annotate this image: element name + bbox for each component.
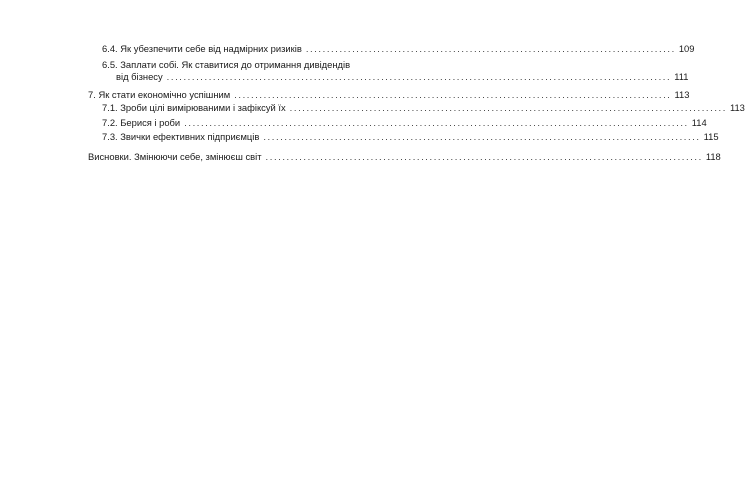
toc-entry [88,151,721,163]
toc-entry-number: 7. [88,89,96,100]
dot-leader: ........................................................................................................ [289,102,727,113]
toc-entry-number: 7.1. [102,102,118,113]
toc-entry-title: Як убезпечити себе від надмірних ризиків [120,43,302,54]
toc-entry [88,59,689,83]
toc-entry-page: 115 [703,131,719,142]
toc-entry-page: 109 [678,43,695,54]
toc-entry-page: 118 [705,151,721,162]
dot-leader: ........................................................................................................................ [166,71,672,82]
toc-entry-number: 6.4. [102,43,118,54]
toc-entry-number: 7.3. [102,131,118,142]
toc-entry [88,131,719,143]
toc-entry-page: 113 [729,102,745,113]
toc-entry-page: 111 [674,71,689,82]
toc-entry-page: 113 [674,89,690,100]
toc-entry-title: Висновки. Змінюючи себе, змінюєш світ [88,151,262,162]
dot-leader: ........................................................................................................ [265,151,703,162]
dot-leader: ........................................................................................................ [263,131,701,142]
dot-leader: ........................................................................................................ [234,89,672,100]
toc-entry-title-line2: від бізнесу [116,71,163,82]
toc-entry [88,89,690,101]
toc-entry-number: 6.5. [102,59,118,70]
dot-leader: ........................................................................................ [305,43,676,54]
toc-entry-title-line1: Заплати собі. Як ставитися до отримання дивідендів [120,59,351,70]
toc-entry-title: Як стати економічно успішним [98,89,231,100]
toc-entry-title: Зроби цілі вимірюваними і зафіксуй їх [120,102,286,113]
toc-entry [88,117,707,129]
toc-entry-title: Берися і роби [120,117,181,128]
toc-entry [88,43,695,55]
dot-leader: ........................................................................................................................ [184,117,689,128]
toc-entry [88,102,745,114]
toc-entry-number: 7.2. [102,117,118,128]
toc-entry-title: Звички ефективних підприємців [120,131,260,142]
toc-entry-page: 114 [691,117,707,128]
